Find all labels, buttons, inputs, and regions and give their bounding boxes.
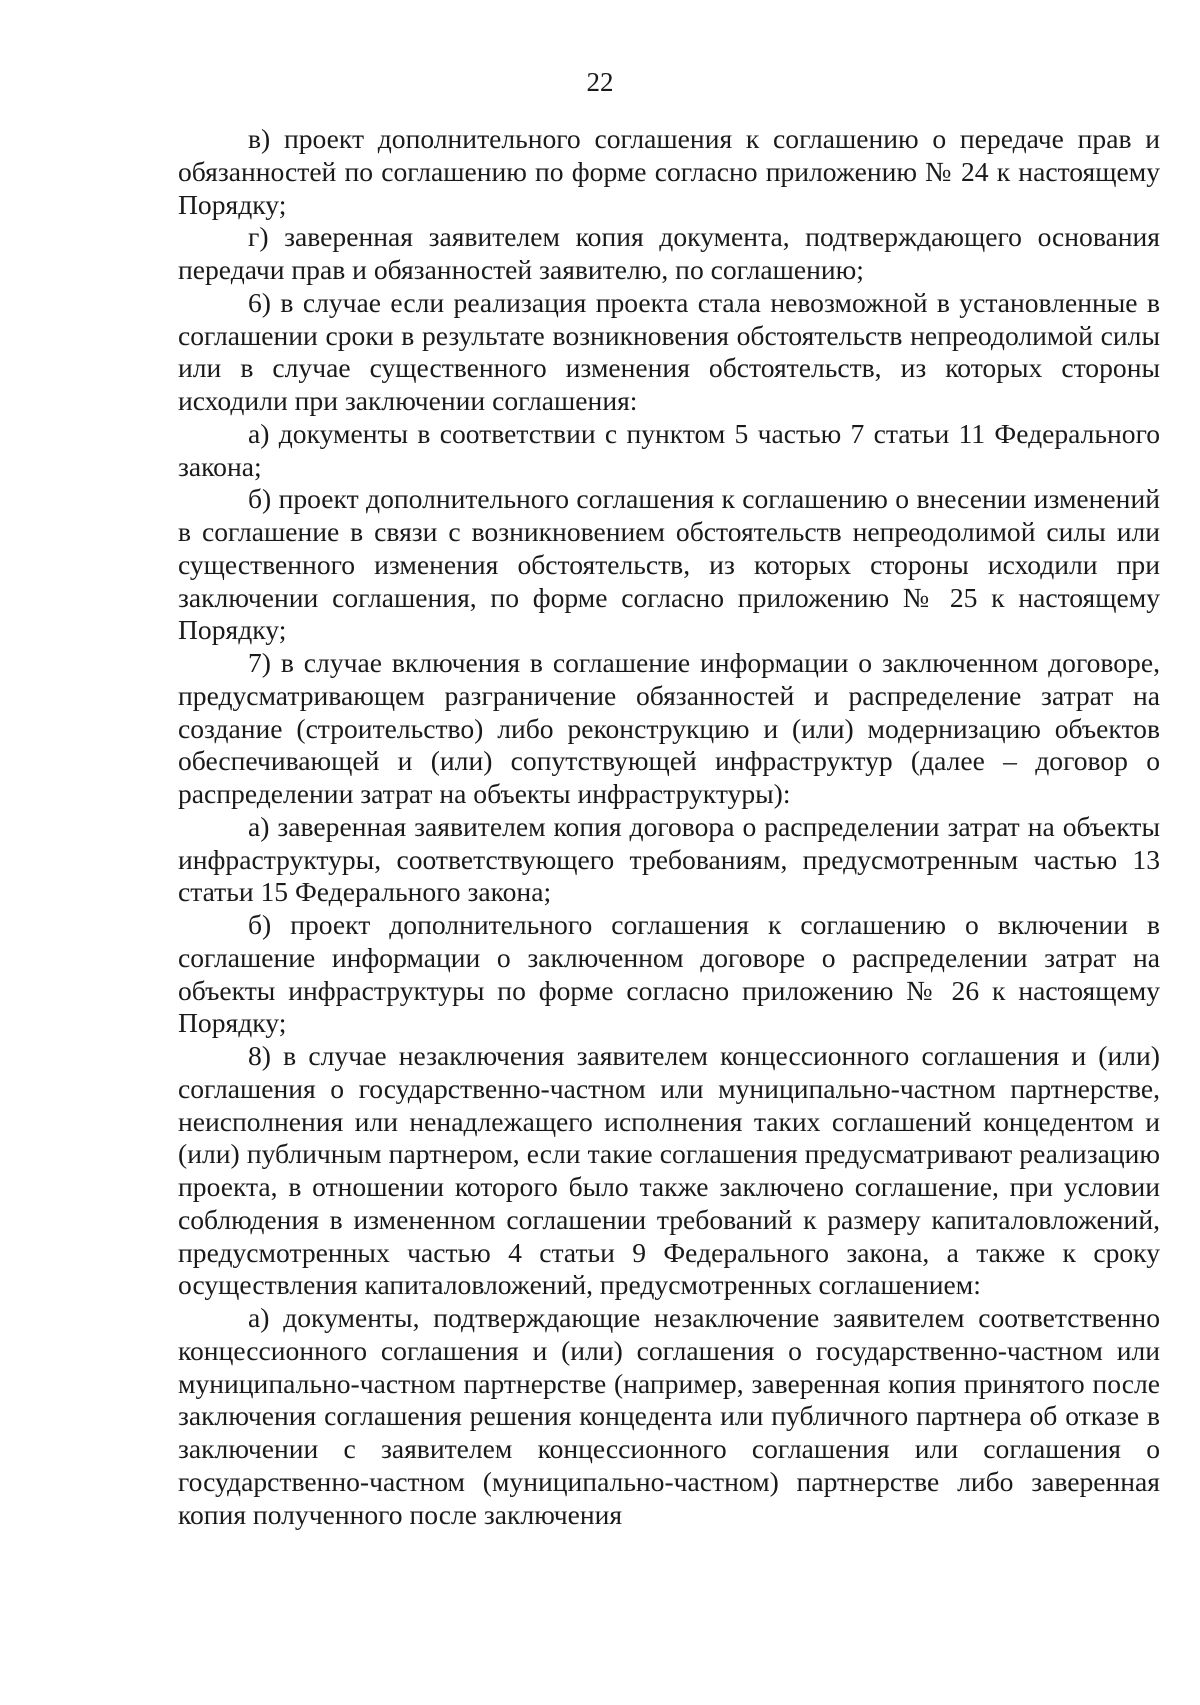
paragraph-7-b: б) проект дополнительного соглашения к соглашению о включении в соглашение информации о заключенном договоре о распределении затрат на объекты инфраструктуры по форме согласно приложению № 26 к настоящему Порядку; xyxy=(178,909,1160,1039)
paragraph-item-6: 6) в случае если реализация проекта стала невозможной в установленные в соглашении сроки в результате возникновения обстоятельств непреодолимой силы или в случае существенного изменения обстоятельств, из которых стороны исходили при заключении соглашения: xyxy=(178,286,1160,416)
paragraph-item-8: 8) в случае незаключения заявителем концессионного соглашения и (или) соглашения о государственно-частном или муниципально-частном партнерстве, неисполнения или ненадлежащего исполнения таких соглашений концедентом и (или) публичным партнером, если такие соглашения предусматривают реализацию проекта, в отношении которого было также заключено соглашение, при условии соблюдения в измененном соглашении требований к размеру капиталовложений, предусмотренных частью 4 статьи 9 Федерального закона, а также к сроку осуществления капиталовложений, предусмотренных соглашением: xyxy=(178,1040,1160,1301)
paragraph-v: в) проект дополнительного соглашения к соглашению о передаче прав и обязанностей по соглашению по форме согласно приложению № 24 к настоящему Порядку; xyxy=(178,123,1160,220)
document-body xyxy=(178,123,1160,1531)
paragraph-6-b: б) проект дополнительного соглашения к соглашению о внесении изменений в соглашение в связи с возникновением обстоятельств непреодолимой силы или существенного изменения обстоятельств, из которых стороны исходили при заключении соглашения, по форме согласно приложению № 25 к настоящему Порядку; xyxy=(178,483,1160,646)
paragraph-g: г) заверенная заявителем копия документа, подтверждающего основания передачи прав и обязанностей заявителю, по соглашению; xyxy=(178,221,1160,285)
paragraph-7-a: а) заверенная заявителем копия договора о распределении затрат на объекты инфраструктуры, соответствующего требованиям, предусмотренным частью 13 статьи 15 Федерального закона; xyxy=(178,810,1160,908)
paragraph-8-a: а) документы, подтверждающие незаключение заявителем соответственно концессионного соглашения и (или) соглашения о государственно-частном или муниципально-частном партнерстве (например, заверенная копия принятого после заключения соглашения решения концедента или публичного партнера об отказе в заключении с заявителем концессионного соглашения или соглашения о государственно-частном (муниципально-частном) партнерстве либо заверенная копия полученного после заключения xyxy=(178,1302,1160,1530)
page-number: 22 xyxy=(586,67,614,97)
paragraph-6-a: а) документы в соответствии с пунктом 5 частью 7 статьи 11 Федерального закона; xyxy=(178,417,1160,482)
paragraph-item-7: 7) в случае включения в соглашение информации о заключенном договоре, предусматривающем разграничение обязанностей и распределение затрат на создание (строительство) либо реконструкцию и (или) модернизацию объектов обеспечивающей и (или) сопутствующей инфраструктур (далее – договор о распределении затрат на объекты инфраструктуры): xyxy=(178,647,1160,809)
